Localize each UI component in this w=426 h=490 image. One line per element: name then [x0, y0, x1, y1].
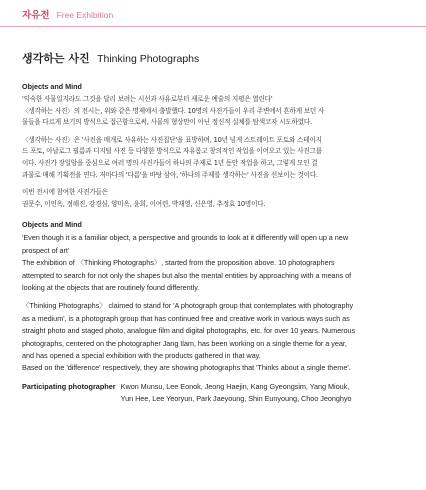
- text-line: 과물로 매해 기획전을 연다. 저마다의 '다름'을 바탕 삼아, '하나의 주제를 생각하는' 사진을 선보이는 것이다.: [22, 170, 318, 179]
- text-line: 드 포토, 아날로그 필름과 디지털 사진 등 다양한 방식으로 자유롭고 창의적인 작업을 이어오고 있는 사진그룹: [22, 147, 322, 156]
- english-paragraph-1: [22, 232, 410, 294]
- korean-section-heading: Objects and Mind: [22, 82, 82, 91]
- english-paragraph-2: [22, 300, 410, 374]
- text-line: Kwon Munsu, Lee Eonok, Jeong Haejin, Kang Gyeongsim, Yang Miouk,: [120, 381, 350, 391]
- korean-paragraph-3: [22, 187, 410, 210]
- text-line: attempted to search for not only the shapes but also the mental entities by approaching with a means of: [22, 270, 352, 280]
- english-section-heading: Objects and Mind: [22, 220, 82, 230]
- text-line: 권문수, 이언옥, 정해진, 강경심, 양미옥, 윤희, 이여련, 박재영, 신은영, 추정효 10명이다.: [22, 199, 266, 208]
- text-line: as a medium', is a photograph group that has continued free and creative work in various ways such as: [22, 313, 350, 323]
- text-line: Yun Hee, Lee Yeoryun, Park Jaeyoung, Shin Eunyoung, Choo Jeonghyo: [120, 394, 352, 404]
- text-line: The exhibition of 〈Thinking Photographs〉, started from the proposition above. 10 photographers: [22, 258, 335, 268]
- page-title: [22, 52, 199, 66]
- text-line: 물들을 다르게 보기의 방식으로 접근함으로써, 사물의 형상만이 아닌 정신적 실체를 탐색코자 시도하였다.: [22, 118, 312, 127]
- text-line: and has opened a special exhibition with the products gathered in that way.: [22, 351, 261, 360]
- text-line: photographs, centered on the photographer Jang Ilam, has been working on a single theme for a year,: [22, 338, 347, 348]
- text-line: 〈생각하는 사진〉의 전시는, 위와 같은 명제에서 출발했다. 10명의 사진가들이 우리 주변에서 흔하게 보던 사: [22, 106, 325, 115]
- header-divider: [0, 26, 426, 27]
- text-line: '익숙한 사물일지라도 그것을 달리 보려는 시선과 사유로부터 새로운 예술의 지평은 열린다': [22, 95, 273, 103]
- text-line: 〈Thinking Photographs〉 claimed to stand for 'A photograph group that contemplates with photography: [22, 301, 354, 311]
- text-line: 이번 전시에 참여한 사진가들은: [22, 188, 108, 197]
- korean-paragraph-1: [22, 94, 410, 129]
- article-body: [22, 82, 410, 406]
- participants-label: Participating photographer: [22, 381, 116, 391]
- participants-list: [121, 381, 352, 406]
- participants-block: [22, 381, 410, 406]
- text-line: Based on the 'difference' respectively, they are showing photographs that 'Thinks about a single theme'.: [22, 363, 351, 373]
- text-line: 이다. 사진가 장일암을 중심으로 여러 명의 사진가들이 하나의 주제로 1년 동안 작업을 하고, 그렇게 모인 결: [22, 158, 318, 167]
- title-english: Thinking Photographs: [97, 53, 200, 65]
- title-korean: 생각하는 사진: [22, 52, 90, 65]
- section-kicker: [22, 9, 113, 22]
- kicker-korean: 자유전: [22, 10, 50, 21]
- kicker-english: Free Exhibition: [56, 10, 114, 20]
- text-line: straight photo and staged photo, analogue film and digital photographs, etc. for over 10 years. Numerous: [22, 326, 356, 336]
- korean-paragraph-2: [22, 135, 410, 181]
- text-line: 〈생각하는 사진〉은 '사진을 매개로 사유하는 사진집단'을 표방하며, 10년 넘게 스트레이트 포토와 스테이지: [22, 135, 322, 144]
- text-line: prospect of art': [22, 245, 70, 255]
- text-line: looking at the objects that are routinely found differently.: [22, 282, 200, 292]
- text-line: 'Even though it is a familiar object, a perspective and grounds to look at it differently will open up a new: [22, 233, 349, 243]
